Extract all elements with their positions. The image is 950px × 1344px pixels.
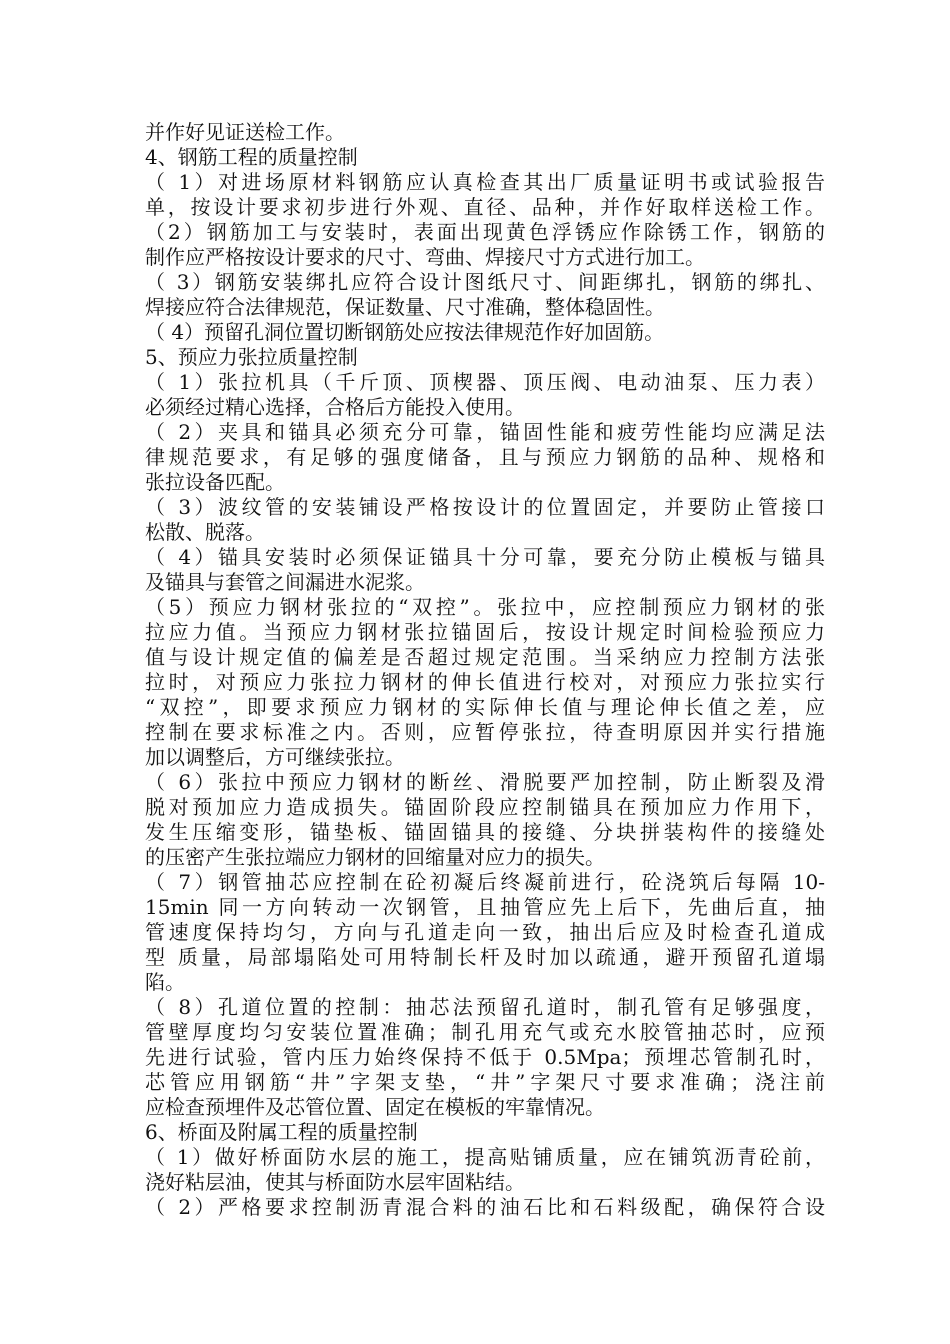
text-line: 拉应力值。当预应力钢材张拉锚固后，按设计规定时间检验预应力 [145, 620, 825, 644]
text-line: 芯管应用钢筋“井”字架支垫，“井”字架尺寸要求准确；浇注前 [145, 1070, 825, 1094]
text-line: 发生压缩变形，锚垫板、锚固锚具的接缝、分块拼装构件的接缝处 [145, 820, 825, 844]
text-line: （ 4）预留孔洞位置切断钢筋处应按法律规范作好加固筋。 [145, 320, 665, 344]
text-line: 的压密产生张拉端应力钢材的回缩量对应力的损失。 [145, 845, 605, 869]
text-line: 加以调整后，方可继续张拉。 [145, 745, 405, 769]
text-line: 应检查预埋件及芯管位置、固定在模板的牢靠情况。 [145, 1095, 605, 1119]
text-line: 并作好见证送检工作。 [145, 120, 345, 144]
text-line: 张拉设备匹配。 [145, 470, 285, 494]
text-line: 4、钢筋工程的质量控制 [145, 145, 358, 169]
text-line: （ 7）钢管抽芯应控制在砼初凝后终凝前进行，砼浇筑后每隔 10- [145, 870, 825, 894]
text-line: 及锚具与套管之间漏进水泥浆。 [145, 570, 425, 594]
text-line: （ 1）做好桥面防水层的施工，提高贴铺质量，应在铺筑沥青砼前， [145, 1145, 825, 1169]
text-line: 15min 同一方向转动一次钢管，且抽管应先上后下，先曲后直，抽 [145, 895, 825, 919]
text-line: 型 质量，局部塌陷处可用特制长杆及时加以疏通，避开预留孔道塌 [145, 945, 825, 969]
text-line: （ 4）锚具安装时必须保证锚具十分可靠，要充分防止模板与锚具 [145, 545, 825, 569]
text-line: （2）钢筋加工与安装时，表面出现黄色浮锈应作除锈工作，钢筋的 [145, 220, 825, 244]
text-line: 必须经过精心选择，合格后方能投入使用。 [145, 395, 525, 419]
text-line: （ 6）张拉中预应力钢材的断丝、滑脱要严加控制，防止断裂及滑 [145, 770, 825, 794]
text-line: （ 1）张拉机具（千斤顶、顶楔器、顶压阀、电动油泵、压力表） [145, 370, 825, 394]
text-line: 先进行试验，管内压力始终保持不低于 0.5Mpa；预埋芯管制孔时， [145, 1045, 825, 1069]
text-line: （ 3）钢筋安装绑扎应符合设计图纸尺寸、间距绑扎，钢筋的绑扎、 [145, 270, 825, 294]
text-line: 拉时，对预应力张拉力钢材的伸长值进行校对，对预应力张拉实行 [145, 670, 825, 694]
text-line: 6、桥面及附属工程的质量控制 [145, 1120, 418, 1144]
text-line: 管壁厚度均匀安装位置准确；制孔用充气或充水胶管抽芯时，应预 [145, 1020, 825, 1044]
text-line: 脱对预加应力造成损失。锚固阶段应控制锚具在预加应力作用下， [145, 795, 825, 819]
document-body [145, 120, 825, 1220]
text-line: （ 2）夹具和锚具必须充分可靠，锚固性能和疲劳性能均应满足法 [145, 420, 825, 444]
text-line: （ 1）对进场原材料钢筋应认真检查其出厂质量证明书或试验报告 [145, 170, 825, 194]
text-line: 浇好粘层油，使其与桥面防水层牢固粘结。 [145, 1170, 525, 1194]
text-line: 律规范要求，有足够的强度储备，且与预应力钢筋的品种、规格和 [145, 445, 825, 469]
text-line: 陷。 [145, 970, 185, 994]
text-line: （5）预应力钢材张拉的“双控”。张拉中，应控制预应力钢材的张 [145, 595, 825, 619]
text-line: 值与设计规定值的偏差是否超过规定范围。当采纳应力控制方法张 [145, 645, 825, 669]
text-line: “双控”，即要求预应力钢材的实际伸长值与理论伸长值之差，应 [145, 695, 825, 719]
text-line: 单，按设计要求初步进行外观、直径、品种，并作好取样送检工作。 [145, 195, 825, 219]
text-line: 5、预应力张拉质量控制 [145, 345, 358, 369]
text-line: 焊接应符合法律规范，保证数量、尺寸准确，整体稳固性。 [145, 295, 665, 319]
text-line: 松散、脱落。 [145, 520, 265, 544]
text-line: 制作应严格按设计要求的尺寸、弯曲、焊接尺寸方式进行加工。 [145, 245, 705, 269]
text-line: （ 2）严格要求控制沥青混合料的油石比和石料级配，确保符合设 [145, 1195, 825, 1219]
text-line: 管速度保持均匀，方向与孔道走向一致，抽出后应及时检查孔道成 [145, 920, 825, 944]
text-line: （ 3）波纹管的安装铺设严格按设计的位置固定，并要防止管接口 [145, 495, 825, 519]
text-line: 控制在要求标准之内。否则，应暂停张拉，待查明原因并实行措施 [145, 720, 825, 744]
text-line: （ 8）孔道位置的控制：抽芯法预留孔道时，制孔管有足够强度， [145, 995, 825, 1019]
